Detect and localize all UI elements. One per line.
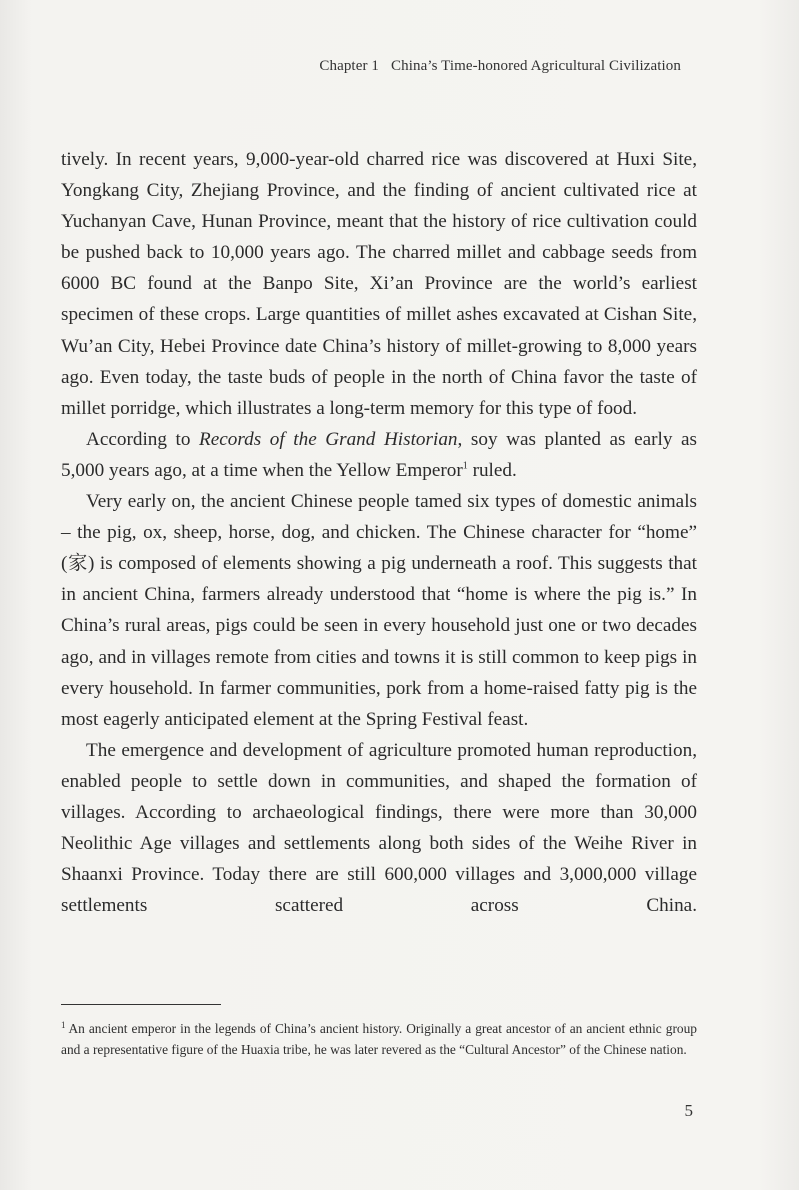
paragraph-4: The emergence and development of agriculture promoted human reproduction, enabled people to settle down in communities, and shaped the formation of villages. According to archaeological findings, there were more than 30,000 Neolithic Age villages and settlements along both sides of the Weihe River in Shaanxi Province. Today there are still 600,000 villages and 3,000,000 village settlements scattered across China.	[61, 739, 697, 917]
footnote-marker: 1	[61, 1019, 66, 1030]
chapter-number: Chapter 1	[319, 58, 379, 74]
paragraph-3: Very early on, the ancient Chinese people tamed six types of domestic animals – the pig, ox, sheep, horse, dog, and chicken. The Chinese character for “home” (家) is composed of elements showing a pig underneath a roof. This suggests that in ancient China, farmers already understood that “home is where the pig is.” In China’s rural areas, pigs could be seen in every household just one or two decades ago, and in villages remote from cities and towns it is still common to keep pigs in every household. In farmer communities, pork from a home-raised fatty pig is the most eagerly anticipated element at the Spring Festival feast.	[61, 491, 697, 730]
footnote	[61, 1019, 697, 1060]
footnote-reference: 1	[462, 460, 468, 472]
paragraph-2-lead: According to	[86, 428, 200, 450]
footnote-rule	[61, 1004, 221, 1005]
paragraph-2-end: ruled.	[467, 459, 517, 481]
body-text	[61, 144, 697, 921]
paragraph-2-middle: , soy was planted as early as 5,000 years ago, at a time when the Yellow Emperor	[61, 428, 697, 481]
paragraph-1: tively. In recent years, 9,000-year-old charred rice was discovered at Huxi Site, Yongkang City, Zhejiang Province, and the finding of ancient cultivated rice at Yuchanyan Cave, Hunan Province, meant that the history of rice cultivation could be pushed back to 10,000 years ago. The charred millet and cabbage seeds from 6000 BC found at the Banpo Site, Xi’an Province are the world’s earliest specimen of these crops. Large quantities of millet ashes excavated at Cishan Site, Wu’an City, Hebei Province date China’s history of millet-growing to 8,000 years ago. Even today, the taste buds of people in the north of China favor the taste of millet porridge, which illustrates a long-term memory for this type of food.	[61, 149, 697, 419]
chapter-title: China’s Time-honored Agricultural Civilization	[391, 58, 681, 74]
paragraph-2	[61, 424, 697, 486]
running-head	[319, 58, 681, 75]
book-title: Records of the Grand Historian	[199, 428, 458, 450]
footnote-text: An ancient emperor in the legends of China’s ancient history. Originally a great ancestor of an ancient ethnic group and a representative figure of the Huaxia tribe, he was later revered as the “Cultural Ancestor” of the Chinese nation.	[61, 1021, 697, 1057]
page-number: 5	[684, 1101, 693, 1120]
